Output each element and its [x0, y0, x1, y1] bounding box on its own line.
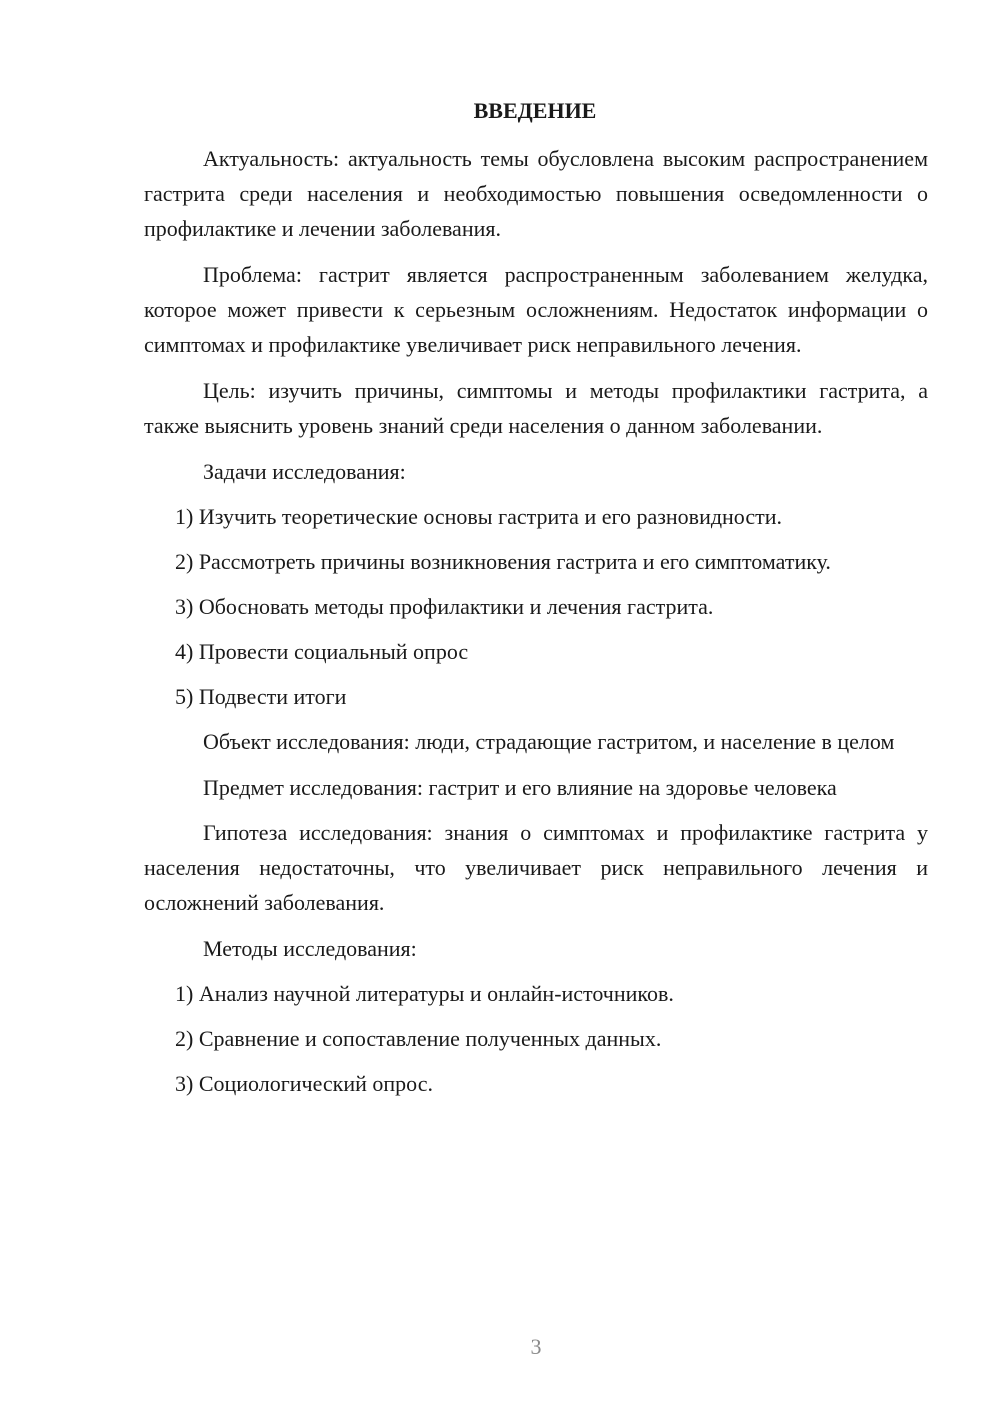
task-item: 5) Подвести итоги [175, 684, 347, 709]
method-item: 2) Сравнение и сопоставление полученных данных. [175, 1026, 662, 1051]
method-item: 3) Социологический опрос. [175, 1071, 433, 1096]
subject-paragraph: Предмет исследования: гастрит и его влияние на здоровье человека [203, 775, 837, 800]
task-item: 3) Обосновать методы профилактики и лечения гастрита. [175, 594, 714, 619]
problem-paragraph: Проблема: гастрит является распространенным заболеванием желудка, которое может привести к серьезным осложнениям. Недостаток информации о симптомах и профилактике увеличивает риск неправильного лечения. [144, 262, 928, 357]
task-item: 1) Изучить теоретические основы гастрита и его разновидности. [175, 504, 783, 529]
page-title: ВВЕДЕНИЕ [473, 98, 597, 123]
methods-heading: Методы исследования: [203, 936, 417, 961]
page-number: 3 [530, 1334, 542, 1359]
relevance-paragraph: Актуальность: актуальность темы обусловлена высоким распространением гастрита среди населения и необходимостью повышения осведомленности о профилактике и лечении заболевания. [144, 146, 928, 241]
document-body [144, 141, 928, 1111]
tasks-heading: Задачи исследования: [203, 459, 406, 484]
task-item: 2) Рассмотреть причины возникновения гастрита и его симптоматику. [175, 549, 831, 574]
method-item: 1) Анализ научной литературы и онлайн-источников. [175, 981, 674, 1006]
task-item: 4) Провести социальный опрос [175, 639, 469, 664]
hypothesis-paragraph: Гипотеза исследования: знания о симптомах и профилактике гастрита у населения недостаточны, что увеличивает риск неправильного лечения и осложнений заболевания. [144, 820, 928, 915]
object-paragraph: Объект исследования: люди, страдающие гастритом, и население в целом [203, 729, 895, 754]
goal-paragraph: Цель: изучить причины, симптомы и методы профилактики гастрита, а также выяснить уровень знаний среди населения о данном заболевании. [144, 378, 928, 438]
